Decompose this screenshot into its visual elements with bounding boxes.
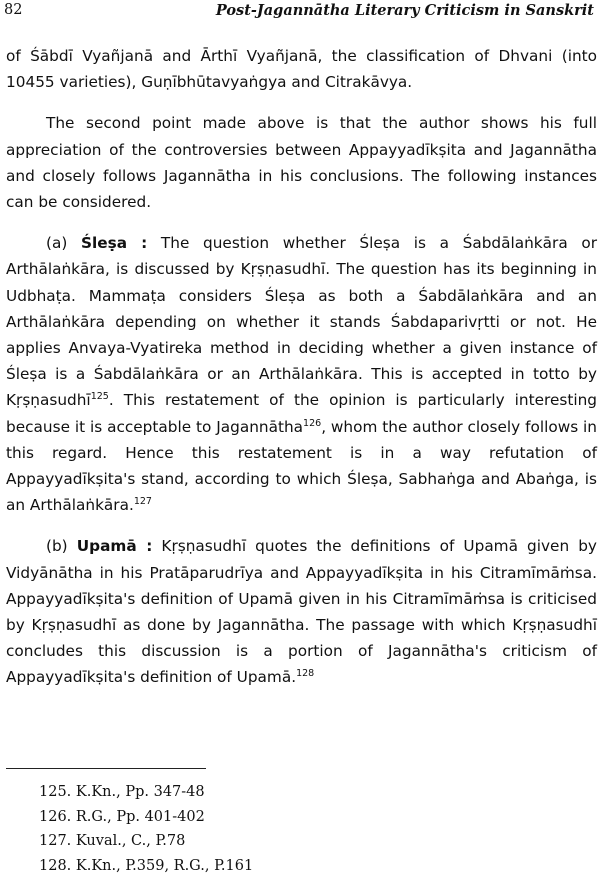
paragraph-upama — [6, 533, 597, 690]
footnote-ref: 128 — [296, 668, 315, 680]
footnote-list — [39, 780, 253, 878]
running-title: Post-Jagannātha Literary Criticism in Sanskrit — [215, 2, 594, 19]
paragraph-slesa — [6, 230, 597, 518]
page-number: 82 — [4, 2, 23, 18]
footnote-ref: 125 — [90, 391, 109, 403]
item-label: (a) — [46, 234, 68, 253]
term-heading: Śleṣa : — [80, 234, 148, 253]
paragraph-text: , whom the author closely follows in this regard. Hence this restatement is in a way refutation of Appayyadīkṣita's stand, according to which Śleṣa, Sabhaṅga and Abaṅga, is an Arthālaṅkāra. — [6, 417, 598, 515]
paragraph-text: The question whether Śleṣa is a Śabdālaṅkāra or Arthālaṅkāra, is discussed by Kṛṣṇasudhī. The question has its beginning in Udbhaṭa. Mammaṭa considers Śleṣa as both a Śabdālaṅkāra and an Arthālaṅkāra depending on whether it stands Śabdaparivṛtti or not. He applies Anvaya-Vyatireka method in deciding whether a given instance of Śleṣa is a Śabdālaṅkāra or an Arthālaṅkāra. This is accepted in totto by Kṛṣṇasudhī — [6, 234, 597, 410]
footnote-ref: 127 — [133, 496, 152, 508]
footnote-divider — [6, 768, 206, 769]
page-header — [4, 2, 594, 24]
paragraph-1: of Śābdī Vyañjanā and Ārthī Vyañjanā, the classification of Dhvani (into 10455 varieties), Guṇībhūtavyaṅgya and Citrakāvya. — [6, 47, 597, 92]
body-text — [6, 43, 597, 706]
footnote-item: 125. K.Kn., Pp. 347-48 — [39, 784, 205, 800]
paragraph-text: . This restatement of the opinion is particularly interesting because it is acceptable to Jagannātha — [6, 391, 597, 436]
footnote-item: 128. K.Kn., P.359, R.G., P.161 — [39, 857, 254, 874]
paragraph-text: Kṛṣṇasudhī quotes the definitions of Upamā given by Vidyānātha in his Pratāparudrīya and Appayyadīkṣita in his Citramīmāṁsa. Appayyadīkṣita's definition of Upamā given in his Citramīmāṁsa is criticised by Kṛṣṇasudhī as done by Jagannātha. The passage with which Kṛṣṇasudhī concludes this discussion is a portion of Jagannātha's criticism of Appayyadīkṣita's definition of Upamā. — [6, 537, 597, 687]
item-label: (b) — [46, 537, 68, 556]
term-heading: Upamā : — [76, 537, 153, 556]
footnote-ref: 126 — [303, 417, 322, 429]
footnote-item: 127. Kuval., C., P.78 — [39, 833, 186, 849]
paragraph-2: The second point made above is that the author shows his full appreciation of the controversies between Appayyadīkṣita and Jagannātha and closely follows Jagannātha in his conclusions. The following instances can be considered. — [6, 114, 597, 212]
footnote-item: 126. R.G., Pp. 401-402 — [39, 808, 205, 825]
